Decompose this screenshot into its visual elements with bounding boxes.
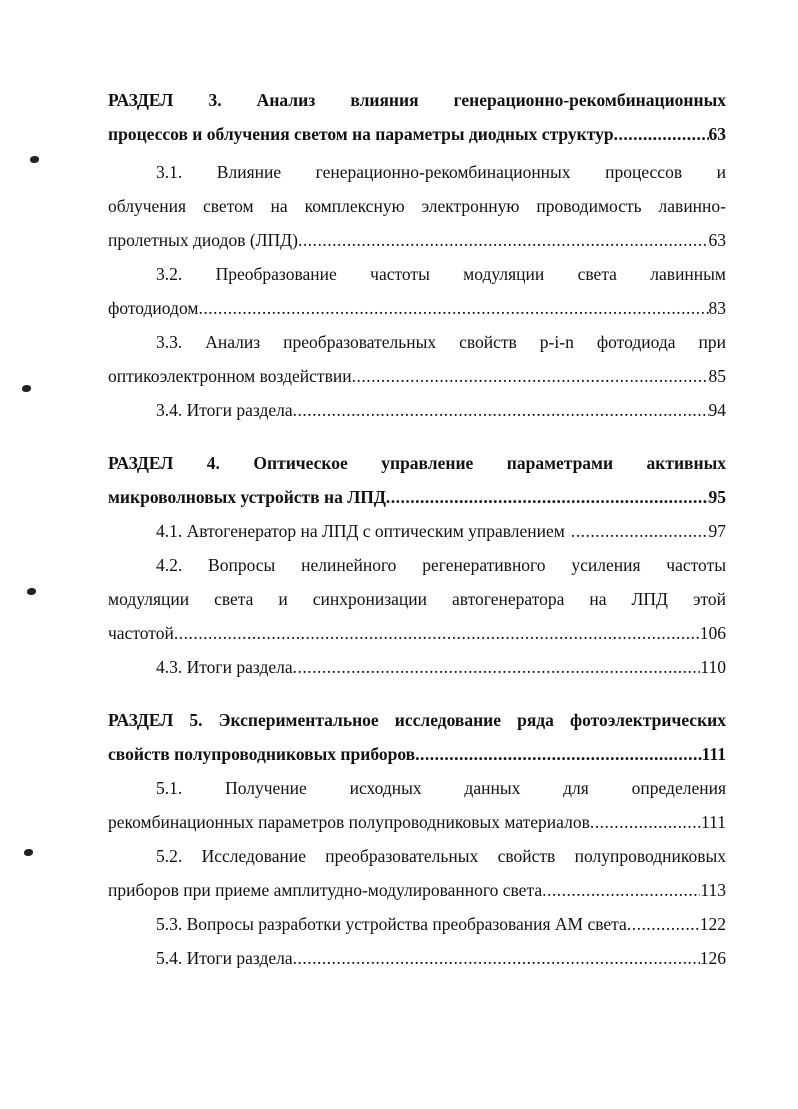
section-4-title-line1: РАЗДЕЛ 4. Оптическое управление параметрами активных — [108, 453, 726, 473]
item-3-1-line2: облучения светом на комплексную электронную проводимость лавинно- — [108, 196, 726, 216]
item-3-4-entry[interactable] — [108, 393, 726, 427]
section-4-page: 95 — [708, 487, 726, 507]
item-5-1-line1: 5.1. Получение исходных данных для определения — [156, 778, 726, 798]
section-3-title-line2: процессов и облучения светом на параметры диодных структур — [108, 124, 614, 144]
item-4-3-text: 4.3. Итоги раздела — [156, 657, 293, 677]
section-5-title-entry[interactable] — [108, 737, 726, 771]
section-3-title-entry[interactable] — [108, 117, 726, 151]
item-4-2-line2: модуляции света и синхронизации автогенератора на ЛПД этой — [108, 589, 726, 609]
dot-leader — [293, 393, 709, 427]
item-3-1-line3: пролетных диодов (ЛПД) — [108, 230, 298, 250]
scan-mark-4 — [24, 849, 33, 856]
item-3-1-line1: 3.1. Влияние генерационно-рекомбинационных процессов и — [156, 162, 726, 182]
dot-leader — [386, 480, 709, 514]
item-5-2-page: 113 — [700, 880, 726, 900]
dot-leader — [352, 359, 709, 393]
scan-mark-2 — [22, 385, 31, 392]
item-3-4-text: 3.4. Итоги раздела — [156, 400, 293, 420]
item-3-2-line2: фотодиодом — [108, 298, 199, 318]
dot-leader — [590, 805, 701, 839]
item-5-3-text: 5.3. Вопросы разработки устройства преобразования АМ света — [156, 914, 627, 934]
item-5-2-entry[interactable] — [108, 873, 726, 907]
dot-leader — [293, 941, 700, 975]
item-3-2-line1: 3.2. Преобразование частоты модуляции света лавинным — [156, 264, 726, 284]
item-5-3-page: 122 — [699, 914, 726, 934]
item-4-3-entry[interactable] — [108, 650, 726, 684]
section-4-title-entry[interactable] — [108, 480, 726, 514]
dot-leader — [298, 223, 709, 257]
dot-leader — [198, 291, 708, 325]
item-4-1-entry[interactable] — [108, 514, 726, 548]
item-3-3-line2: оптикоэлектронном воздействии — [108, 366, 352, 386]
item-3-3-entry[interactable] — [108, 359, 726, 393]
item-4-2-line1: 4.2. Вопросы нелинейного регенеративного усиления частоты — [156, 555, 726, 575]
dot-leader — [614, 117, 709, 151]
table-of-contents — [108, 83, 726, 994]
item-4-2-page: 106 — [699, 623, 726, 643]
dot-leader — [415, 737, 702, 771]
scan-mark-1 — [30, 156, 39, 163]
item-4-3-page: 110 — [700, 657, 726, 677]
item-3-1-entry[interactable] — [108, 223, 726, 257]
item-5-3-entry[interactable] — [108, 907, 726, 941]
item-5-1-page: 111 — [701, 812, 726, 832]
section-5-title-line1: РАЗДЕЛ 5. Экспериментальное исследование ряда фотоэлектрических — [108, 710, 726, 730]
section-5-title-line2: свойств полупроводниковых приборов — [108, 744, 416, 764]
item-3-2-entry[interactable] — [108, 291, 726, 325]
dot-leader — [174, 616, 700, 650]
item-5-4-page: 126 — [699, 948, 726, 968]
dot-leader — [293, 650, 701, 684]
item-5-4-entry[interactable] — [108, 941, 726, 975]
toc-section-3 — [108, 83, 726, 427]
item-5-1-entry[interactable] — [108, 805, 726, 839]
section-4-title-line2: микроволновых устройств на ЛПД — [108, 487, 386, 507]
item-3-4-page: 94 — [708, 400, 726, 420]
item-4-1-page: 97 — [708, 521, 726, 541]
item-4-2-entry[interactable] — [108, 616, 726, 650]
item-3-2-page: 83 — [708, 298, 726, 318]
item-5-2-line2: приборов при приеме амплитудно-модулированного света — [108, 880, 543, 900]
dot-leader — [571, 514, 709, 548]
item-4-2-line3: частотой — [108, 623, 174, 643]
item-3-3-line1: 3.3. Анализ преобразовательных свойств p-i-n фотодиода при — [156, 332, 726, 352]
item-4-1-text: 4.1. Автогенератор на ЛПД с оптическим управлением — [156, 521, 565, 541]
item-5-4-text: 5.4. Итоги раздела — [156, 948, 293, 968]
dot-leader — [542, 873, 700, 907]
scan-mark-3 — [27, 588, 36, 595]
section-5-page: 111 — [701, 744, 726, 764]
section-3-title-line1: РАЗДЕЛ 3. Анализ влияния генерационно-рекомбинационных — [108, 90, 726, 110]
item-5-2-line1: 5.2. Исследование преобразовательных свойств полупроводниковых — [156, 846, 726, 866]
toc-section-5 — [108, 703, 726, 975]
item-3-3-page: 85 — [708, 366, 726, 386]
dot-leader — [627, 907, 700, 941]
item-3-1-page: 63 — [708, 230, 726, 250]
toc-section-4 — [108, 446, 726, 684]
item-5-1-line2: рекомбинационных параметров полупроводниковых материалов — [108, 812, 590, 832]
section-3-page: 63 — [708, 124, 726, 144]
